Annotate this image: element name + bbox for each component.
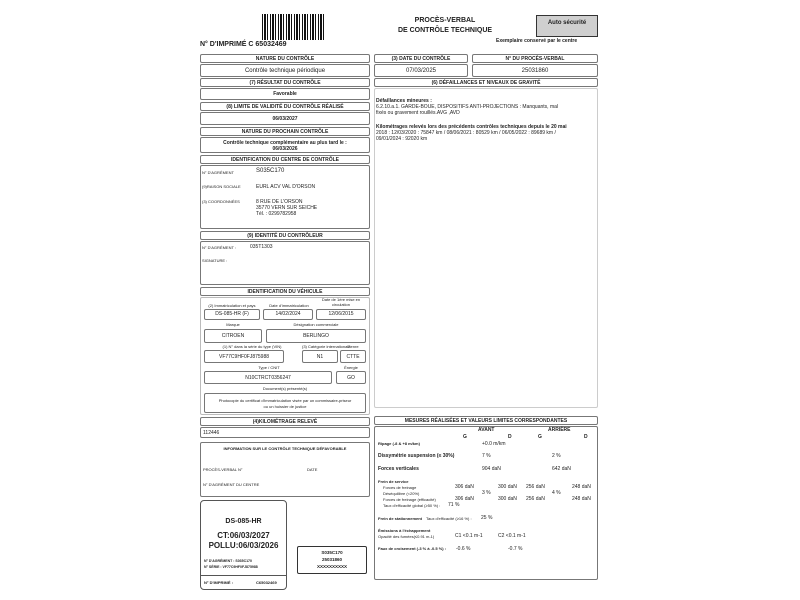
designation-label: Désignation commerciale: [293, 322, 339, 327]
emissions-label: Émissions à l'échappement: [378, 528, 431, 533]
defaillances-header: (6) DÉFAILLANCES ET NIVEAUX DE GRAVITÉ: [374, 78, 598, 87]
ff-ar-d: 248 daN: [572, 484, 591, 490]
categorie-value: N1: [302, 350, 338, 363]
vin-label: (1) N° dans la série du type (VIN): [222, 344, 282, 349]
type-label: Type / CNIT: [258, 365, 280, 370]
opacite1: C1 <0.1 m-1: [455, 533, 483, 539]
documents-box: [204, 393, 366, 413]
centre-agrement-label: N° D'AGRÉMENT: [202, 170, 234, 175]
fe-av-g: 306 daN: [455, 496, 474, 502]
vignette-plate: DS-085-HR: [225, 518, 262, 525]
info-pv-label: PROCÈS-VERBAL N°: [203, 467, 243, 472]
info-controle-header: INFORMATION SUR LE CONTRÔLE TECHNIQUE DÉFAVORABLE: [223, 446, 347, 451]
ff-av-g: 306 daN: [455, 484, 474, 490]
date-controle-value: 07/03/2025: [374, 64, 468, 77]
marque-label: Marque: [226, 322, 240, 327]
fe-ar-g: 256 daN: [526, 496, 545, 502]
mesures-arriere: ARRIÈRE: [548, 427, 571, 433]
vignette-divider: [201, 575, 286, 576]
deseq-ar: 4 %: [552, 490, 561, 496]
frein-service-label: Frein de service: [378, 479, 409, 484]
designation-value: BERLINGO: [266, 329, 366, 343]
opacite2: C2 <0.1 m-1: [498, 533, 526, 539]
documents-line2: ou un huissier de justice: [263, 404, 307, 409]
date-immat-label: Date d'immatriculation: [269, 303, 309, 308]
prochain-controle-line1: Contrôle technique complémentaire au plus tard le :: [223, 140, 347, 146]
copy-note: Exemplaire conservé par le centre: [496, 38, 578, 44]
mesures-arriere-d: D: [584, 434, 588, 440]
forces-freinage-label: Forces de freinage: [383, 485, 417, 490]
forces-v-ar: 642 daN: [552, 466, 571, 472]
imprime-number: N° D'IMPRIMÉ C 65032469: [200, 41, 287, 48]
defaillances-minor-line1: 6.2.10.a.1. GARDE-BOUE, DISPOSITIFS ANTI-PROJECTIONS : Manquants, mal: [376, 104, 558, 110]
dissym-ar: 2 %: [552, 453, 561, 459]
dissym-label: Dissymétrie suspension (≤ 30%): [378, 453, 455, 459]
info-date-label: DATE: [307, 467, 318, 472]
km-line1: 2018 : 12/03/2020 : 75847 km / 08/06/2021 : 80529 km / 06/05/2022 : 89689 km /: [376, 130, 556, 136]
date-controle-header: (3) DATE DU CONTRÔLE: [374, 54, 468, 63]
vignette-imprime-label: N° D'IMPRIMÉ :: [204, 580, 233, 585]
immat-value: DS-085-HR (F): [204, 309, 260, 320]
forces-v-label: Forces verticales: [378, 466, 419, 472]
sticker-line3: XXXXXXXXXX: [316, 564, 347, 569]
desequilibre-label: Déséquilibre (<20%): [383, 491, 420, 496]
barcode: [262, 14, 324, 40]
mise-circ-value: 12/06/2015: [316, 309, 366, 320]
sticker-box: [297, 546, 367, 574]
numero-pv-header: N° DU PROCÈS-VERBAL: [472, 54, 598, 63]
fe-ar-d: 248 daN: [572, 496, 591, 502]
frein-stat-taux: Taux d'efficacité (≥16 %) :: [426, 516, 472, 521]
fe-av-d: 300 daN: [498, 496, 517, 502]
centre-tel: Tél. : 0299782958: [256, 211, 297, 217]
kilometrage-header: (4)KILOMÉTRAGE RELEVÉ: [200, 417, 370, 426]
info-controle-box: [200, 442, 370, 497]
controleur-header: (9) IDENTITÉ DU CONTRÔLEUR: [200, 231, 370, 240]
sticker-line1: S035C170: [321, 550, 343, 555]
numero-pv-value: 25031860: [472, 64, 598, 77]
title-line2: DE CONTRÔLE TECHNIQUE: [397, 27, 493, 34]
centre-addr1: 8 RUE DE L'ORSON: [256, 199, 303, 205]
vignette-serie: N° SÉRIE : VF77C9HF0FJ875988: [204, 565, 258, 569]
ripage-label: [378, 441, 420, 447]
energie-value: GO: [336, 371, 366, 384]
parallelisme-label: Faux de croisement (-3 % à -0.5 %) :: [378, 546, 447, 551]
vignette-box: [200, 500, 287, 590]
type-value: N10CTRCT0356247: [204, 371, 332, 384]
controleur-agrement-value: 035T1303: [250, 244, 273, 250]
vignette-pollu: POLLU:06/03/2026: [208, 541, 279, 550]
km-title: Kilométrages relevés lors des précédents contrôles techniques depuis le 20 mai: [376, 124, 567, 130]
defaillances-minor-title: Défaillances mineures :: [376, 98, 432, 104]
mesures-avant-g: G: [463, 434, 467, 440]
title-line1: PROCÈS-VERBAL: [414, 17, 476, 24]
controleur-signature-label: SIGNATURE :: [202, 258, 228, 263]
kilometrage-box: [200, 427, 370, 438]
parallelisme2: -0.7 %: [508, 546, 523, 552]
centre-raison-label: (9)RAISON SOCIALE: [202, 184, 241, 189]
ripage-label-text: Ripage (-8 & +8 m/km): [378, 441, 420, 446]
defaillances-minor-line2: fixés ou gravement rouillés.AVG ,AVD: [376, 110, 460, 116]
vin-value: VF77C9HF0FJ875988: [204, 350, 284, 363]
mesures-arriere-g: G: [538, 434, 542, 440]
centre-header: IDENTIFICATION DU CENTRE DE CONTRÔLE: [200, 155, 370, 164]
prochain-controle-header: NATURE DU PROCHAIN CONTRÔLE: [200, 127, 370, 136]
km-line2: 09/01/2024 : 92020 km: [376, 136, 428, 142]
date-immat-value: 14/02/2024: [263, 309, 313, 320]
mesures-header: MESURES RÉALISÉES ET VALEURS LIMITES CORRESPONDANTES: [374, 416, 598, 425]
nature-controle-header: NATURE DU CONTRÔLE: [200, 54, 370, 63]
centre-raison-value: EURL ACV VAL D'ORSON: [256, 184, 316, 190]
kilometrage-value: 112446: [203, 430, 220, 436]
taux-label: Taux d'efficacité global (≥50 %) :: [383, 503, 441, 508]
centre-addr2: 35770 VERN SUR SEICHE: [256, 205, 318, 211]
ff-av-d: 300 daN: [498, 484, 517, 490]
forces-eff-label: Forces de freinage (efficacité): [383, 497, 436, 502]
frein-stat-label: Frein de stationnement: [378, 516, 423, 521]
marque-value: CITROEN: [204, 329, 262, 343]
vehicule-header: IDENTIFICATION DU VÉHICULE: [200, 287, 370, 296]
centre-coord-label: (3) COORDONNÉES: [202, 199, 240, 204]
sticker-line2: 25031860: [321, 557, 343, 562]
taux-value: 71 %: [448, 502, 460, 508]
genre-value: CTTE: [340, 350, 366, 363]
prochain-controle-line2: 06/03/2026: [272, 146, 298, 152]
limite-validite-header: (8) LIMITE DE VALIDITÉ DU CONTRÔLE RÉALISÉ: [200, 102, 370, 111]
nature-controle-value: Contrôle technique périodique: [200, 64, 370, 77]
energie-label: Énergie: [344, 365, 358, 370]
ff-ar-g: 256 daN: [526, 484, 545, 490]
mise-circ-label: Date de 1ère mise en circulation: [321, 297, 361, 307]
copy-badge: Auto sécurité: [536, 15, 598, 37]
controleur-agrement-label: N° D'AGRÉMENT :: [202, 245, 237, 250]
genre-label: Genre: [347, 344, 359, 349]
forces-v-av: 904 daN: [482, 466, 501, 472]
deseq-av: 3 %: [482, 490, 491, 496]
documents-label: Document(s) présenté(s): [262, 386, 308, 391]
dissym-av: 7 %: [482, 453, 491, 459]
categorie-label: (3) Catégorie internationale: [302, 344, 351, 349]
documents-line1: Photocopie du certificat d'immatriculation visée par un commissaire-priseur: [218, 398, 352, 403]
prochain-controle-box: [200, 137, 370, 153]
parallelisme1: -0.6 %: [456, 546, 471, 552]
limite-validite-value: 06/03/2027: [200, 112, 370, 125]
vignette-ct: CT:06/03/2027: [217, 531, 270, 540]
centre-agrement-value: S035C170: [256, 168, 285, 174]
immat-label: (2) Immatriculation et pays: [208, 303, 256, 308]
resultat-value: Favorable: [200, 88, 370, 100]
vignette-imprime-value: C65032469: [256, 580, 277, 585]
resultat-header: (7) RÉSULTAT DU CONTRÔLE: [200, 78, 370, 87]
mesures-avant: AVANT: [478, 427, 495, 433]
opacite-label: Opacité des fumées(≤0.91 m-1): [378, 534, 435, 539]
vignette-agrement: N° D'AGRÉMENT : S035C170: [204, 559, 252, 563]
info-agrement-label: N° D'AGRÉMENT DU CENTRE: [203, 482, 260, 487]
frein-stat-value: 25 %: [481, 515, 493, 521]
mesures-avant-d: D: [508, 434, 512, 440]
ripage-value: +0.0 m/km: [482, 441, 506, 447]
